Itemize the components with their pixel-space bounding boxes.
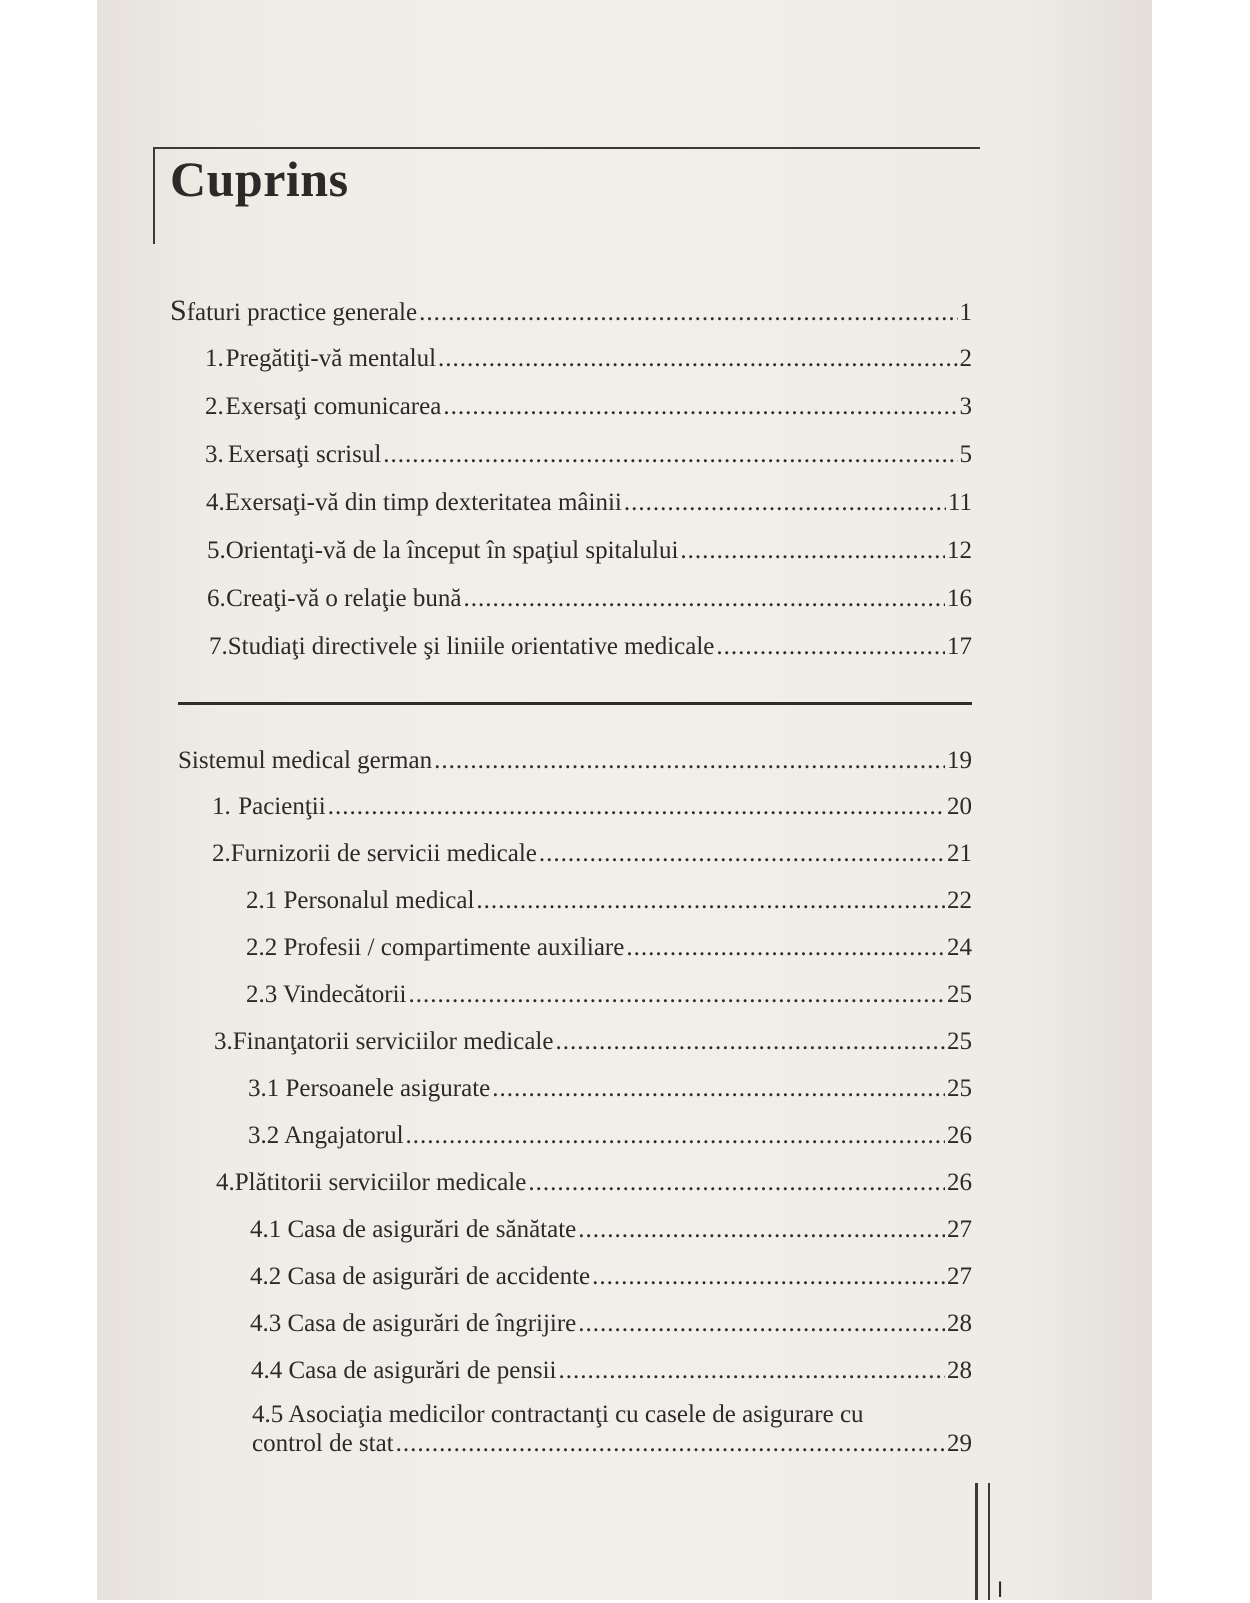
- toc-item: [212, 792, 972, 822]
- toc-item: [205, 440, 972, 470]
- leader-dots: [463, 584, 945, 614]
- leader-dots: [434, 746, 945, 776]
- toc-item-label: 2.2 Profesii / compartimente auxiliare: [246, 934, 625, 961]
- toc-item-label: 4.2 Casa de asigurări de accidente: [250, 1263, 591, 1290]
- toc-subitem: [248, 1121, 972, 1151]
- toc-item-label: 2.1 Personalul medical: [246, 887, 475, 914]
- toc-page: 26: [947, 1169, 972, 1196]
- toc-page: 27: [947, 1216, 972, 1243]
- toc-item-label: Pacienţii: [238, 793, 326, 820]
- page-title: Cuprins: [170, 151, 349, 207]
- toc-page: 21: [947, 840, 972, 867]
- toc-item: [209, 632, 972, 662]
- toc-item-label: Creaţi-vă o relaţie bună: [226, 585, 462, 612]
- page-number: I: [997, 1577, 1004, 1602]
- leader-dots: [409, 980, 946, 1010]
- toc-page: 25: [947, 1075, 972, 1102]
- leader-dots: [492, 1074, 945, 1104]
- toc-item: [207, 584, 972, 614]
- leader-dots: [438, 344, 957, 374]
- leader-dots: [528, 1168, 945, 1198]
- toc-item-number: 2.: [212, 840, 231, 867]
- toc-item-number: 3.: [205, 441, 224, 468]
- toc-item-label: Pregătiţi-vă mentalul: [225, 345, 437, 372]
- toc-item-label: control de stat: [252, 1430, 394, 1457]
- leader-dots: [443, 392, 957, 422]
- toc-page: 28: [947, 1310, 972, 1337]
- toc-subitem: [252, 1429, 972, 1459]
- toc-section-2: [178, 746, 972, 776]
- toc-item-label: Exersaţi comunicarea: [225, 393, 442, 420]
- toc-item-number: 6.: [207, 585, 226, 612]
- toc-page: 20: [947, 793, 972, 820]
- toc-subitem: [251, 1356, 972, 1386]
- leader-dots: [539, 839, 945, 869]
- toc-item-number: 1.: [205, 345, 224, 372]
- toc-page: 27: [947, 1263, 972, 1290]
- toc-item-number: 2.: [205, 393, 224, 420]
- toc-page: 11: [947, 489, 972, 516]
- toc-item-number: 5.: [207, 537, 226, 564]
- toc-item-number: 3.: [214, 1028, 233, 1055]
- toc-item-number: 4.: [206, 489, 225, 516]
- toc-section-title: Sfaturi practice generale: [170, 294, 418, 327]
- leader-dots: [578, 1309, 945, 1339]
- toc-item-label: Exersaţi scrisul: [227, 441, 382, 468]
- leader-dots: [592, 1262, 945, 1292]
- toc-item-label: Studiaţi directivele şi liniile orientative medicale: [227, 633, 715, 660]
- toc-page: 1: [959, 299, 972, 326]
- toc-item-label: Exersaţi-vă din timp dexteritatea mâinii: [224, 489, 622, 516]
- leader-dots: [680, 536, 945, 566]
- toc-item: [206, 488, 972, 518]
- toc-item-label: 2.3 Vindecătorii: [246, 981, 407, 1008]
- toc-item: [205, 392, 972, 422]
- toc-page: 28: [947, 1357, 972, 1384]
- leader-dots: [328, 792, 945, 822]
- toc-subitem: [250, 1309, 972, 1339]
- leader-dots: [716, 632, 945, 662]
- toc-subitem: [246, 886, 972, 916]
- toc-page: 26: [947, 1122, 972, 1149]
- leader-dots: [383, 440, 957, 470]
- leader-dots: [406, 1121, 945, 1151]
- toc-page: 24: [947, 934, 972, 961]
- toc-page: 25: [947, 1028, 972, 1055]
- toc-item-number: 1.: [212, 793, 231, 820]
- toc-page: 19: [947, 747, 972, 774]
- toc-item-label: 3.1 Persoanele asigurate: [248, 1075, 491, 1102]
- toc-item: [205, 344, 972, 374]
- toc-subitem-wrapped-label: 4.5 Asociaţia medicilor contractanţi cu casele de asigurare cu: [252, 1401, 864, 1428]
- toc-item-label: Furnizorii de servicii medicale: [230, 840, 537, 867]
- toc-page: 16: [947, 585, 972, 612]
- toc-section-title: Sistemul medical german: [178, 747, 433, 774]
- leader-dots: [476, 886, 945, 916]
- toc-item-number: 4.: [216, 1169, 235, 1196]
- toc-item: [212, 839, 972, 869]
- leader-dots: [626, 933, 945, 963]
- toc-subitem: [246, 980, 972, 1010]
- toc-subitem: [250, 1215, 972, 1245]
- toc-item-label: Plătitorii serviciilor medicale: [234, 1169, 527, 1196]
- toc-item-label: 4.1 Casa de asigurări de sănătate: [250, 1216, 577, 1243]
- toc-subitem: [246, 933, 972, 963]
- leader-dots: [555, 1027, 945, 1057]
- toc-page: 22: [947, 887, 972, 914]
- leader-dots: [419, 298, 957, 328]
- toc-page: 3: [959, 393, 972, 420]
- toc-subitem: [248, 1074, 972, 1104]
- toc-page: 5: [959, 441, 972, 468]
- leader-dots: [624, 488, 946, 518]
- section-divider: [178, 702, 972, 705]
- leader-dots: [558, 1356, 945, 1386]
- page-number-marker: [975, 1483, 990, 1600]
- toc-item: [214, 1027, 972, 1057]
- toc-page: 29: [947, 1430, 972, 1457]
- toc-item-label: 4.3 Casa de asigurări de îngrijire: [250, 1310, 577, 1337]
- toc-page: 12: [947, 537, 972, 564]
- toc-item: [216, 1168, 972, 1198]
- toc-item-label: Finanţatorii serviciilor medicale: [232, 1028, 554, 1055]
- toc-item: [207, 536, 972, 566]
- toc-item-label: 3.2 Angajatorul: [248, 1122, 404, 1149]
- leader-dots: [578, 1215, 945, 1245]
- toc-section-1: [170, 296, 972, 328]
- toc-page: 2: [959, 345, 972, 372]
- leader-dots: [396, 1429, 945, 1459]
- toc-item-number: 7.: [209, 633, 228, 660]
- toc-page: 25: [947, 981, 972, 1008]
- toc-item-label: Orientaţi-vă de la început în spaţiul spitalului: [225, 537, 679, 564]
- toc-subitem: [250, 1262, 972, 1292]
- toc-page: 17: [947, 633, 972, 660]
- toc-item-label: 4.4 Casa de asigurări de pensii: [251, 1357, 557, 1384]
